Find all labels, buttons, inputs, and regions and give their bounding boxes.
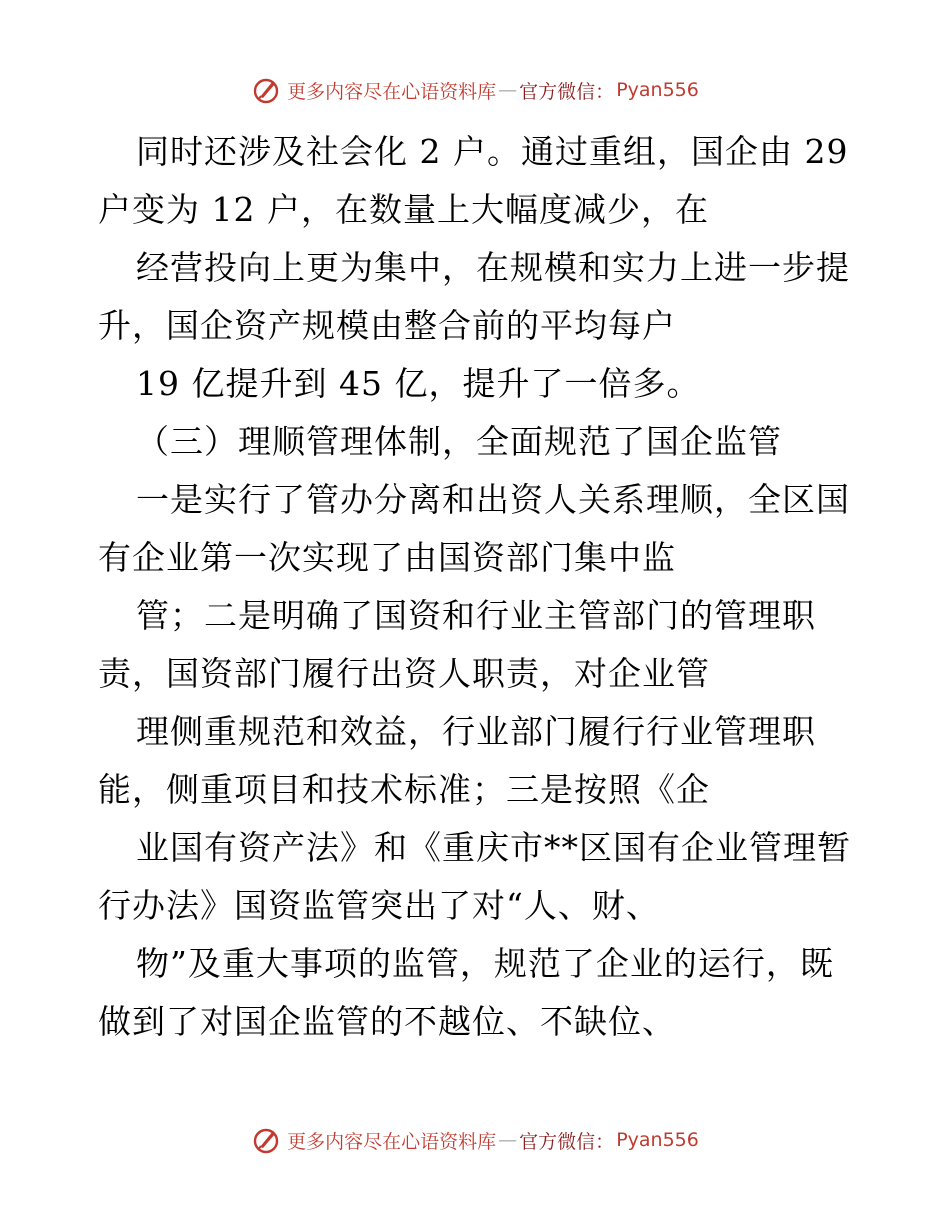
watermark-dash: — [498, 79, 518, 101]
header-watermark [0, 70, 950, 110]
watermark-dash: — [498, 1129, 518, 1151]
text-line: 管；二是明确了国资和行业主管部门的管理职 [136, 596, 816, 635]
watermark-wechat-id: Pyan556 [616, 79, 699, 101]
section-heading: （三）理顺管理体制，全面规范了国企监管 [136, 422, 782, 461]
text-line: 一是实行了管办分离和出资人关系理顺，全区国 [136, 480, 850, 519]
text-line: 能，侧重项目和技术标准；三是按照《企 [98, 770, 710, 809]
footer-watermark [0, 1120, 950, 1160]
watermark-wechat-label: 官方微信： [519, 80, 615, 103]
watermark-site-text: 更多内容尽在心语资料库 [287, 1130, 497, 1153]
watermark-site-text: 更多内容尽在心语资料库 [287, 80, 497, 103]
text-line: 19 亿提升到 45 亿，提升了一倍多。 [136, 364, 701, 403]
text-line: 物”及重大事项的监管，规范了企业的运行，既 [136, 944, 834, 983]
text-line: 升，国企资产规模由整合前的平均每户 [98, 306, 676, 345]
watermark-wechat-id: Pyan556 [616, 1129, 699, 1151]
text-line: 有企业第一次实现了由国资部门集中监 [98, 538, 676, 577]
text-line: 业国有资产法》和《重庆市**区国有企业管理暂 [136, 828, 851, 867]
text-line: 做到了对国企监管的不越位、不缺位、 [98, 1002, 676, 1041]
text-line: 同时还涉及社会化 2 户。通过重组，国企由 29 [136, 132, 849, 171]
document-body [98, 123, 858, 1051]
text-line: 责，国资部门履行出资人职责，对企业管 [98, 654, 710, 693]
watermark-wechat-label: 官方微信： [519, 1130, 615, 1153]
quill-logo-icon [251, 1125, 281, 1155]
text-line: 理侧重规范和效益，行业部门履行行业管理职 [136, 712, 816, 751]
text-line: 行办法》国资监管突出了对“人、财、 [98, 886, 660, 925]
text-line: 户变为 12 户，在数量上大幅度减少，在 [98, 190, 709, 229]
text-line: 经营投向上更为集中，在规模和实力上进一步提 [136, 248, 850, 287]
quill-logo-icon [251, 75, 281, 105]
